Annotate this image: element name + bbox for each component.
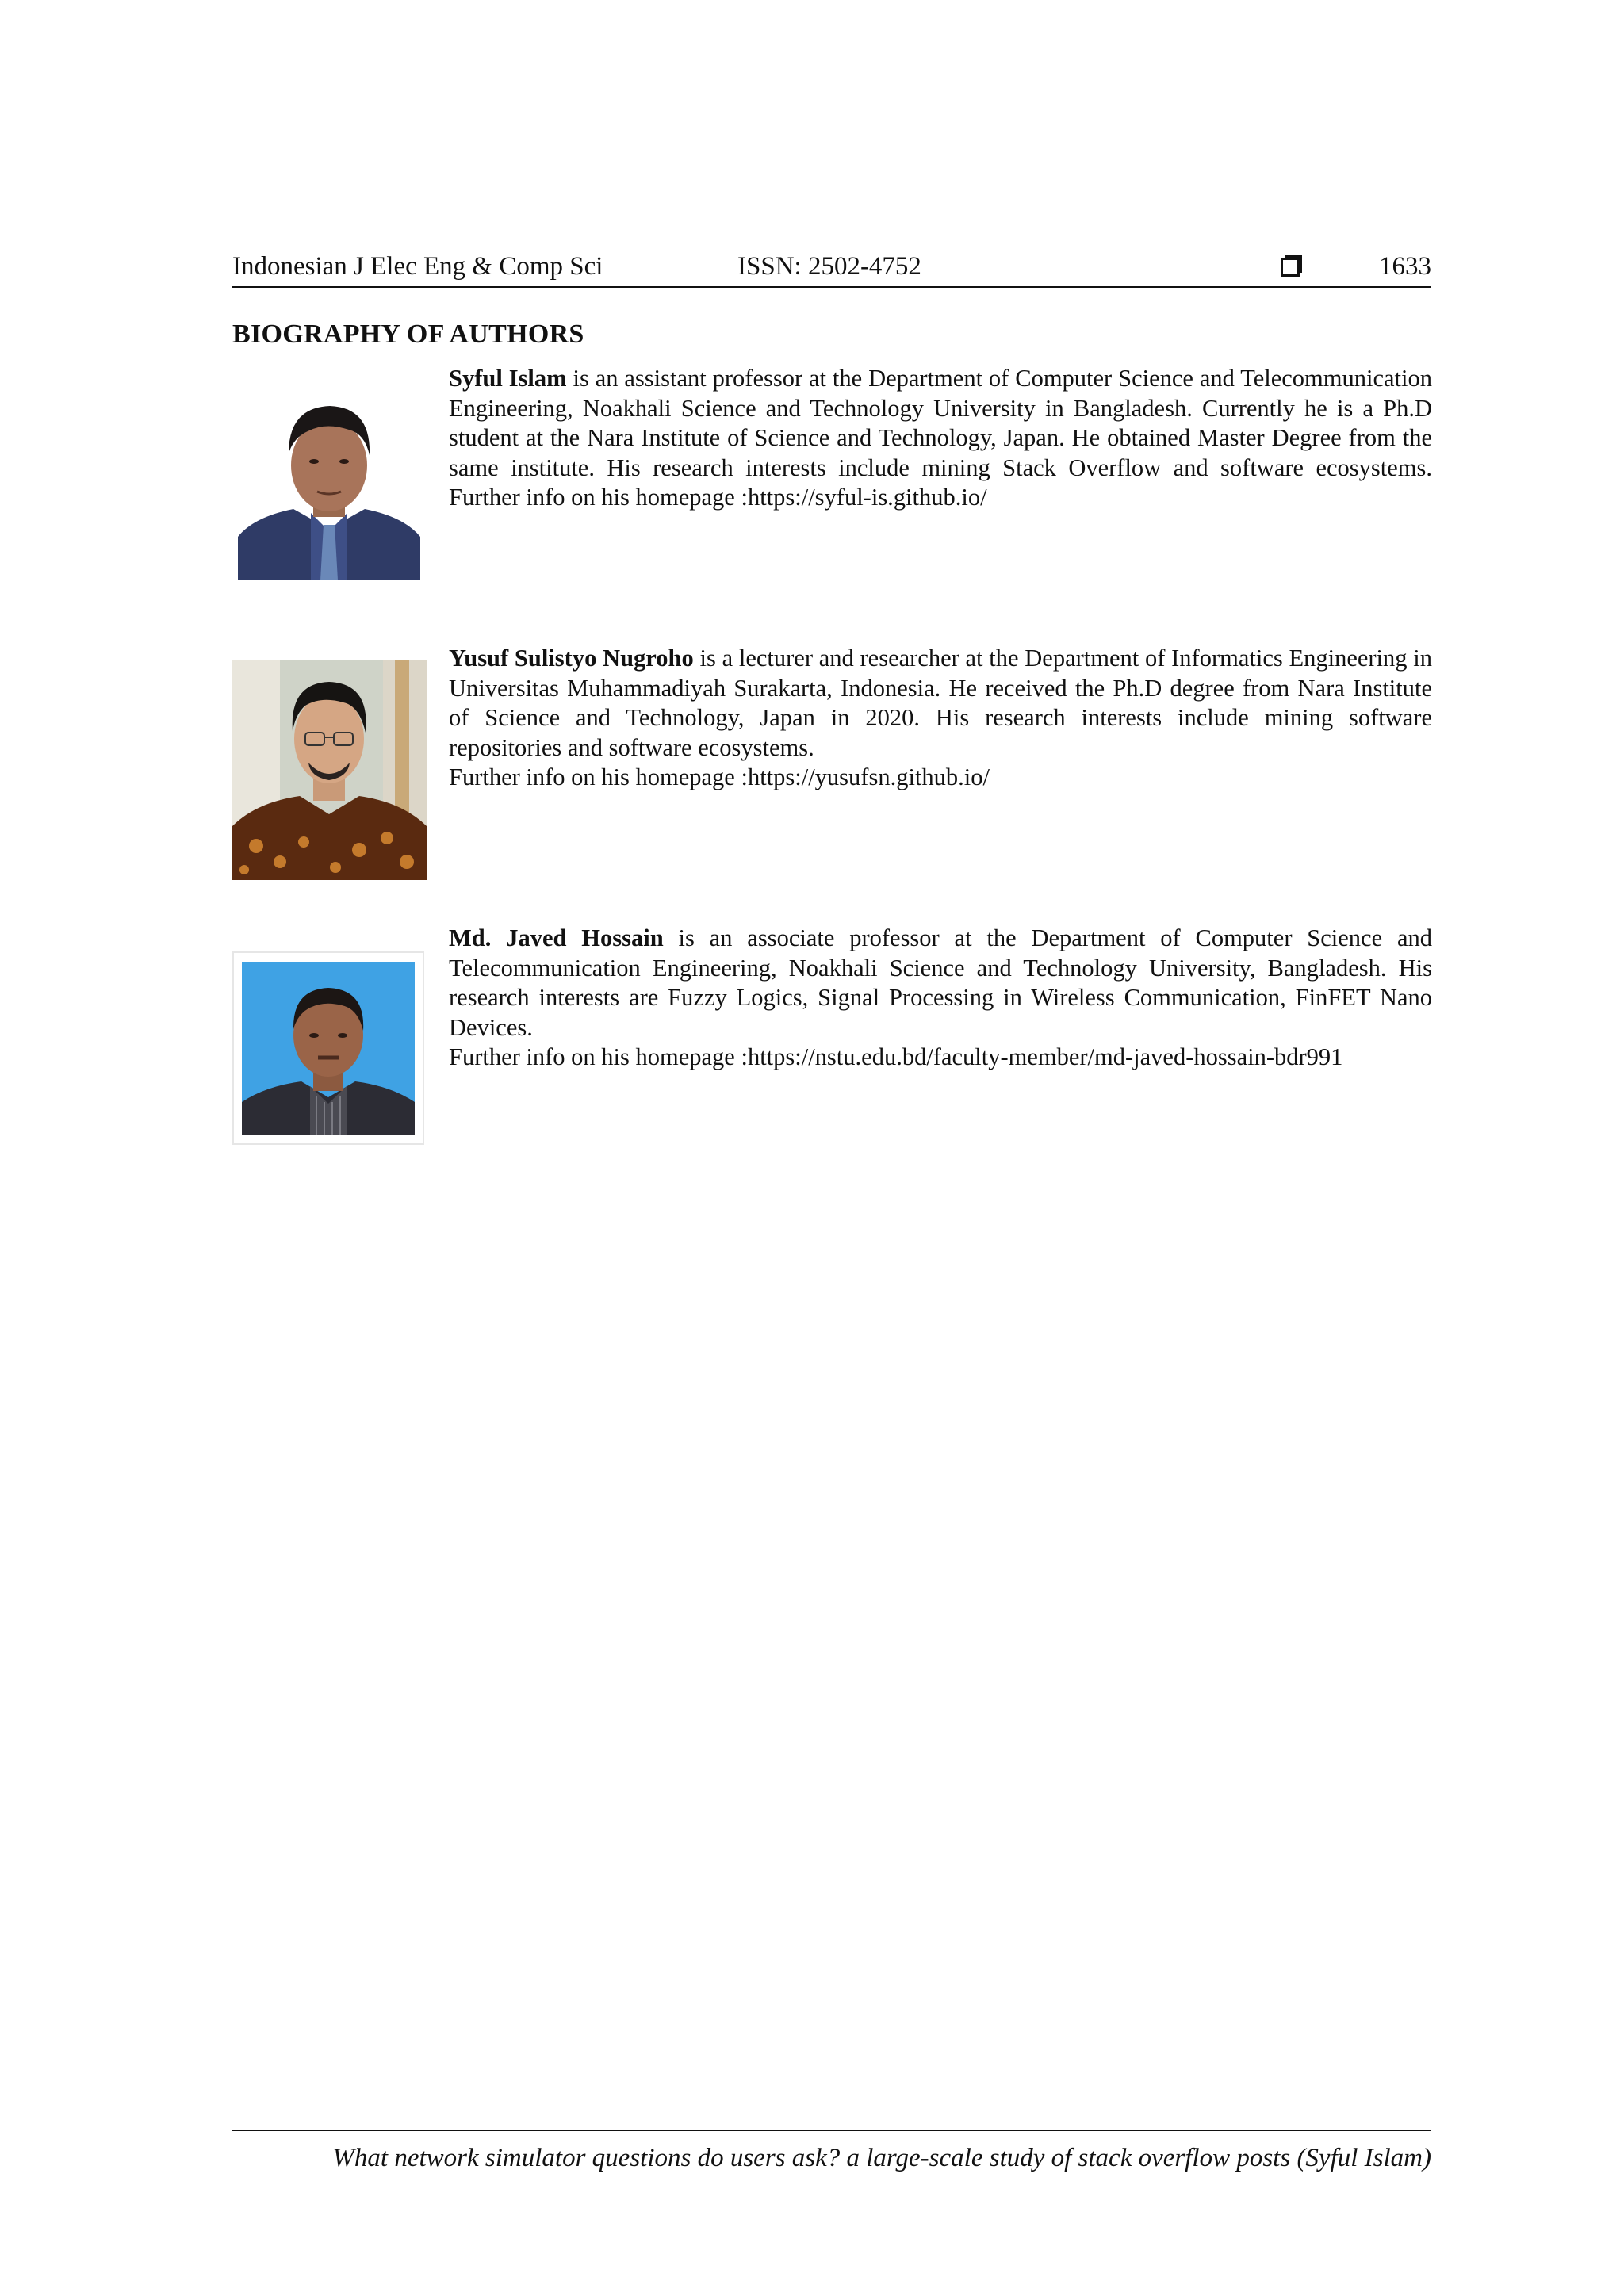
author-bio-text: is an assistant professor at the Department of Computer Science and Telecommunication Engineering, Noakhali Science and Technology University in Bangladesh. Currently he is a Ph.D student at the Nara Institute of Science and Technology, Japan. He obtained Master Degree from the same institute. His research interests include mining Stack Overflow and software ecosystems. Further info on his homepage :https://syful-is.github.io/: [449, 365, 1432, 511]
box-icon: [1281, 258, 1300, 277]
journal-name: Indonesian J Elec Eng & Comp Sci: [232, 252, 603, 281]
author-name: Md. Javed Hossain: [449, 924, 664, 951]
author-bio-md-javed-hossain: [449, 924, 1432, 1073]
running-header: [232, 249, 1431, 284]
author-homepage: Further info on his homepage :https://nstu.edu.bd/faculty-member/md-javed-hossain-bdr991: [449, 1043, 1343, 1070]
author-bio-text: is an associate professor at the Department of Computer Science and Telecommunication Engineering, Noakhali Science and Technology University, Bangladesh. His research interests are Fuzzy Logics, Signal Processing in Wireless Communication, FinFET Nano Devices.: [449, 924, 1433, 1041]
author-name: Syful Islam: [449, 365, 567, 392]
author-bio-text: is a lecturer and researcher at the Department of Informatics Engineering in Universitas Muhammadiyah Surakarta, Indonesia. He received the Ph.D degree from Nara Institute of Science and Technology, Japan in 2020. His research interests include mining software repositories and software ecosystems.: [449, 645, 1432, 761]
author-bio-syful-islam: [449, 364, 1432, 513]
author-photo-yusuf-sulistyo-nugroho: [232, 660, 427, 880]
author-bio-yusuf-sulistyo-nugroho: [449, 644, 1432, 793]
author-photo-md-javed-hossain: [232, 951, 424, 1145]
page-number: 1633: [1379, 252, 1431, 281]
footer-rule: [232, 2130, 1431, 2131]
author-photo-syful-islam: [238, 390, 420, 580]
author-homepage: Further info on his homepage :https://yusufsn.github.io/: [449, 763, 990, 790]
section-title: BIOGRAPHY OF AUTHORS: [232, 320, 584, 349]
running-footer: What network simulator questions do users ask? a large-scale study of stack overflow posts (Syful Islam): [332, 2144, 1431, 2172]
header-rule: [232, 286, 1431, 288]
author-name: Yusuf Sulistyo Nugroho: [449, 645, 694, 672]
issn: ISSN: 2502-4752: [737, 252, 921, 281]
